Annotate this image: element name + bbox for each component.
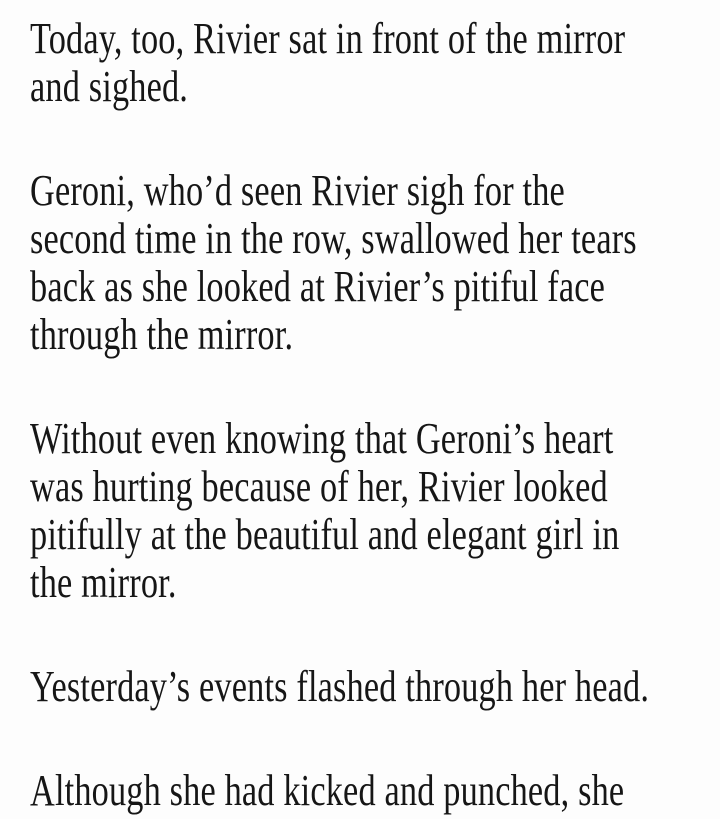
text-line: second time in the row, swallowed her tears <box>30 214 637 263</box>
paragraph <box>30 663 720 711</box>
text-line: back as she looked at Rivier’s pitiful face <box>30 262 606 311</box>
text-line: the mirror. <box>30 558 177 607</box>
text-line: through the mirror. <box>30 310 294 359</box>
text-line: was hurting because of her, Rivier looked <box>30 462 608 511</box>
paragraph <box>30 167 720 359</box>
text-line: Today, too, Rivier sat in front of the mirror <box>30 14 626 63</box>
text-line: and sighed. <box>30 62 189 111</box>
text-line: pitifully at the beautiful and elegant girl in <box>30 510 620 559</box>
text-line: Although she had kicked and punched, she <box>30 766 625 815</box>
text-block <box>30 15 720 815</box>
text-line: Yesterday’s events flashed through her head. <box>30 662 650 711</box>
paragraph <box>30 15 720 111</box>
paragraph <box>30 415 720 607</box>
text-line: Geroni, who’d seen Rivier sigh for the <box>30 166 565 215</box>
text-line: Without even knowing that Geroni’s heart <box>30 414 614 463</box>
paragraph <box>30 767 720 815</box>
